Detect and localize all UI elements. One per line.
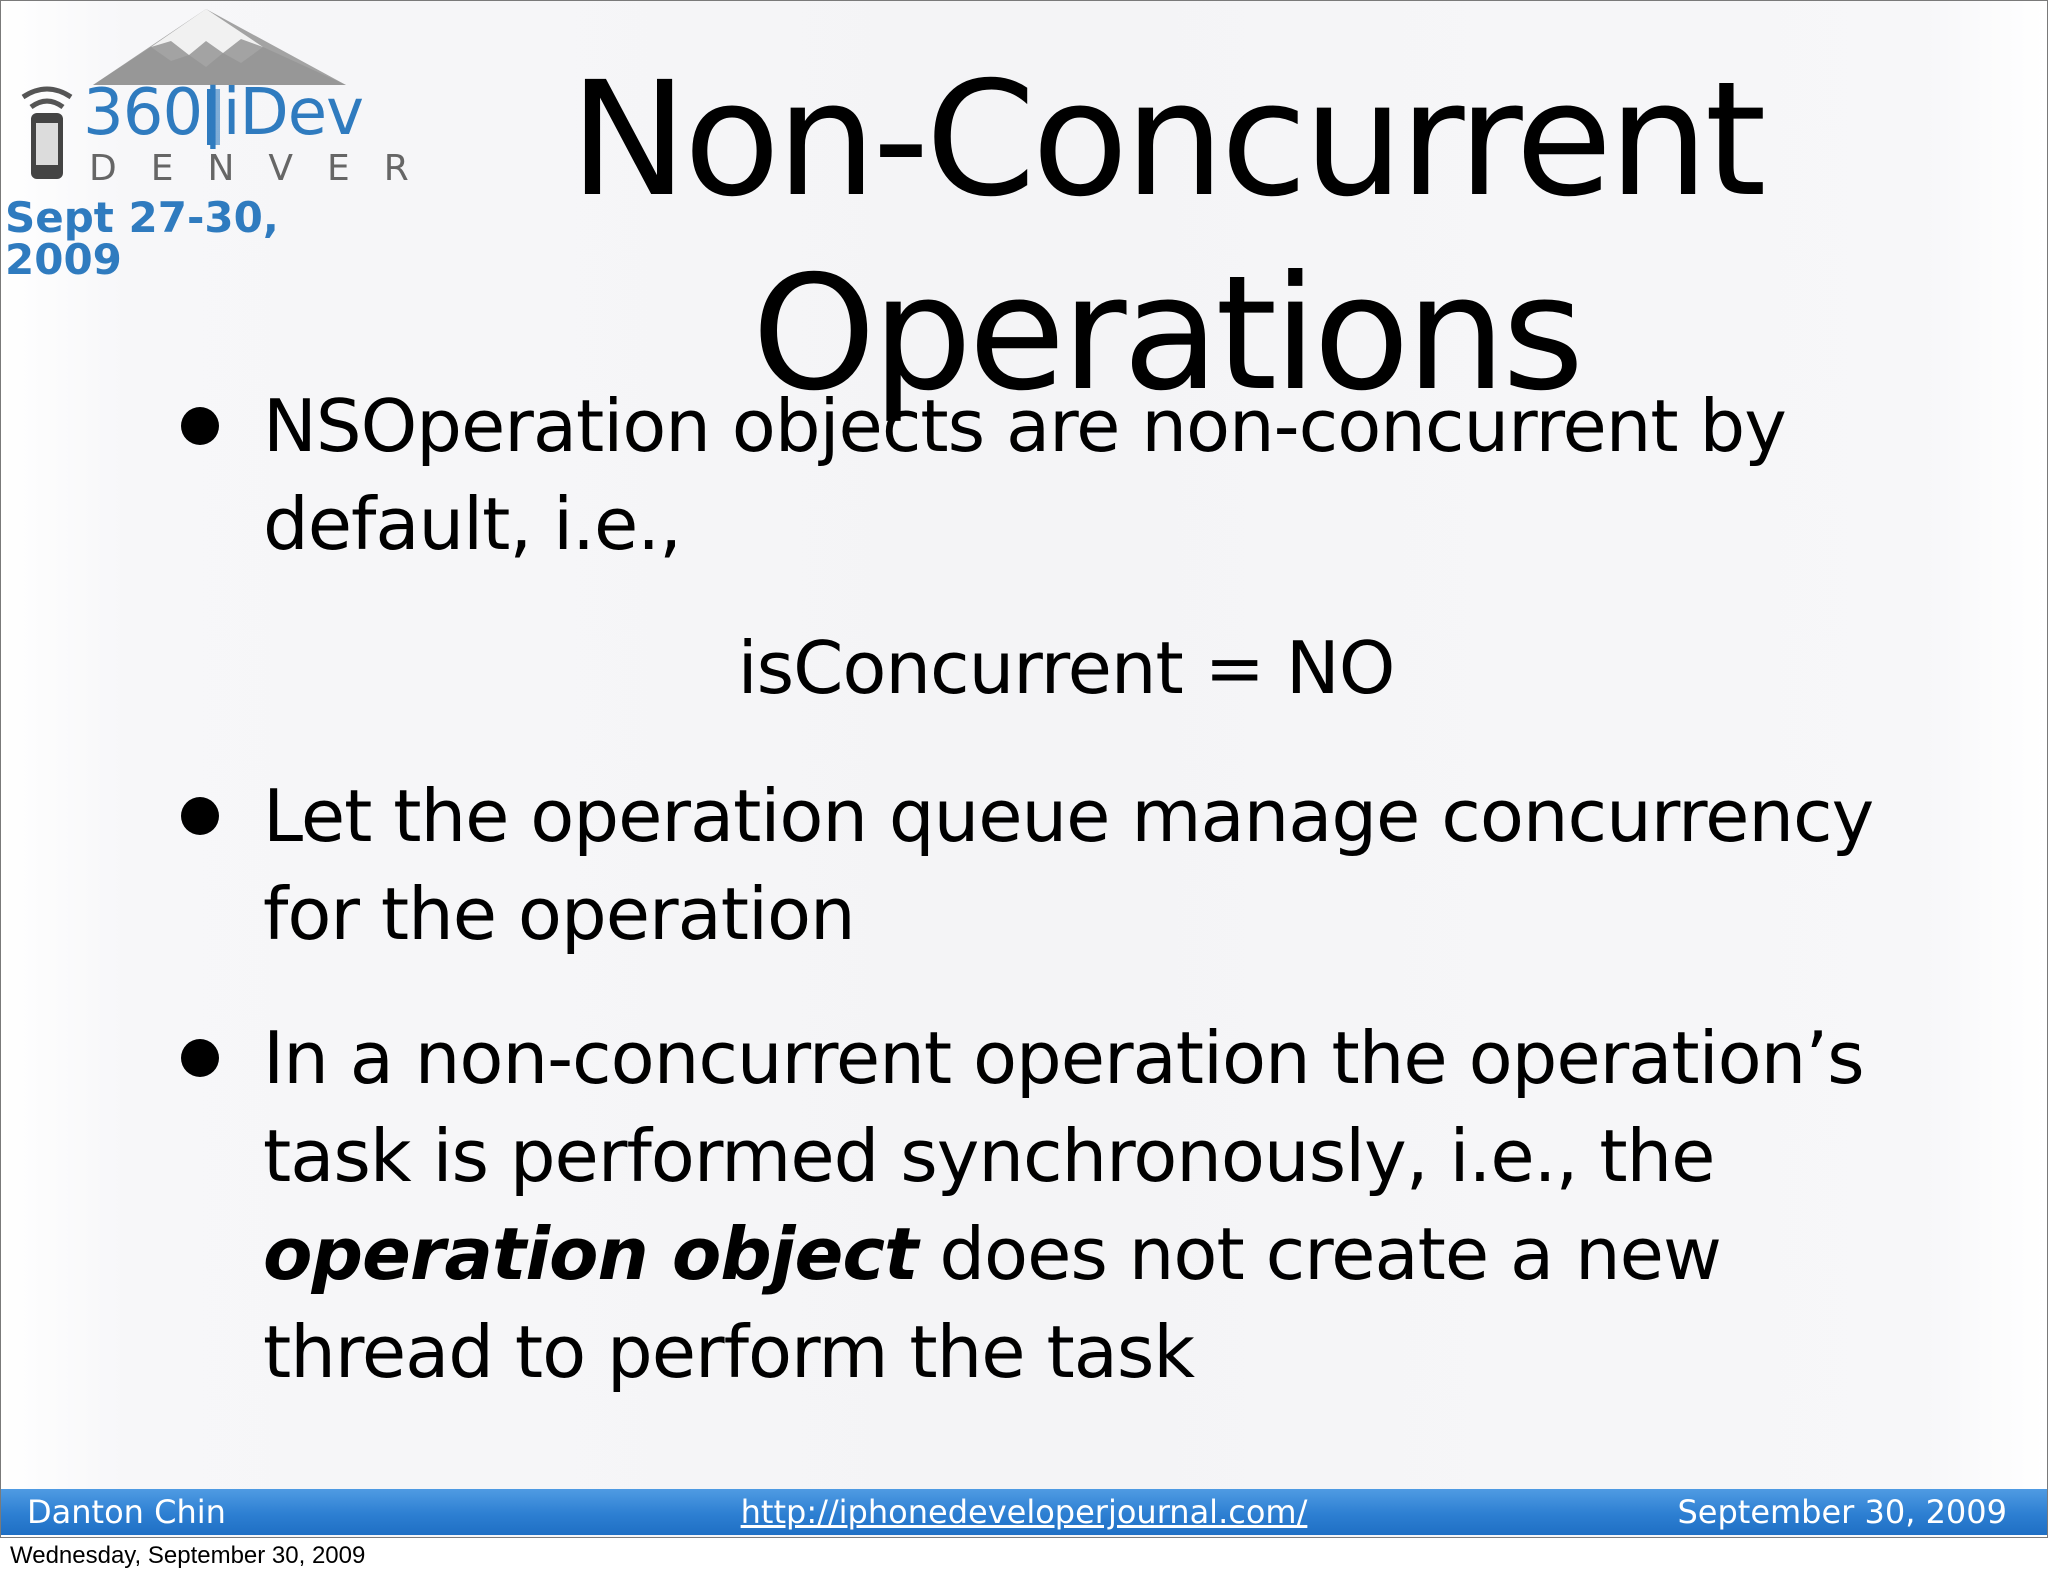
footer-author: Danton Chin (27, 1493, 226, 1531)
logo-dates: Sept 27-30, 2009 (5, 193, 279, 284)
footer-date: September 30, 2009 (1677, 1493, 2007, 1531)
bullet-dot-icon (181, 1039, 219, 1077)
logo-city: DENVER (89, 148, 443, 189)
bullet-list (1, 1, 2047, 1537)
bullet-dot-icon (181, 797, 219, 835)
bullet-dot-icon (181, 407, 219, 445)
title-line-1: Non-Concurrent (569, 48, 1763, 232)
bullet-item-3 (263, 1009, 1883, 1401)
bullet-item-1: NSOperation objects are non-concurrent by default, i.e., (263, 384, 1786, 566)
logo-brand: 360|iDev (83, 76, 364, 150)
bullet-item-3-pre: In a non-concurrent operation the operation’s task is performed synchronously, i.e., the (263, 1016, 1864, 1198)
footer-bar (1, 1489, 2047, 1535)
footer-url-link[interactable]: http://iphonedeveloperjournal.com/ (740, 1493, 1308, 1531)
bullet-item-3-emphasis: operation object (263, 1212, 918, 1296)
bullet-item-2: Let the operation queue manage concurrency for the operation (263, 774, 1874, 956)
code-statement: isConcurrent = NO (737, 626, 1395, 710)
page-caption: Wednesday, September 30, 2009 (10, 1542, 366, 1569)
title-line-2: Operations (751, 242, 1581, 426)
bullet-item-3-post: does not create a new thread to perform the task (263, 1212, 1721, 1394)
